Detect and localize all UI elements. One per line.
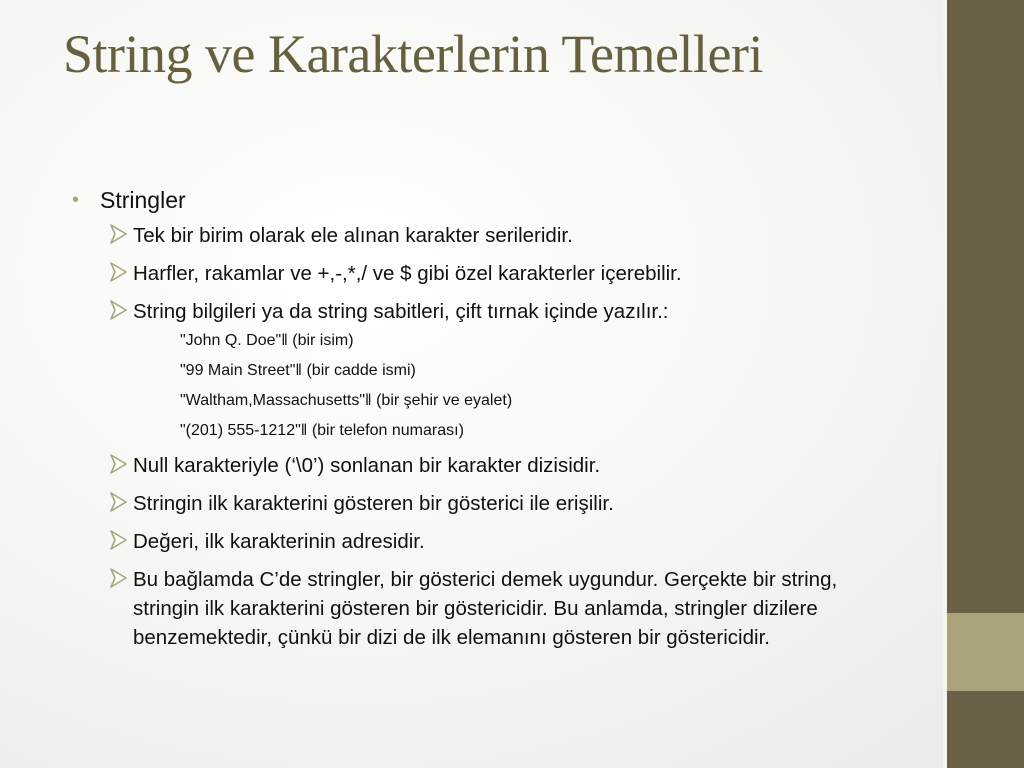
- list-item: [72, 221, 902, 250]
- arrow-bullet-icon: [109, 260, 129, 284]
- bullet-stringler: [72, 183, 902, 217]
- bullet-label: Stringler: [100, 187, 186, 213]
- example-item: "(201) 555-1212"‖ (bir telefon numarası): [180, 422, 464, 439]
- list-item-text: Tek bir birim olarak ele alınan karakter serileridir.: [133, 224, 573, 247]
- list-item: [72, 259, 902, 288]
- list-item: [72, 489, 902, 518]
- list-item-text: Stringin ilk karakterini gösteren bir gösterici ile erişilir.: [133, 492, 614, 515]
- list-item: [72, 565, 902, 652]
- arrow-bullet-icon: [109, 452, 129, 476]
- list-item: [72, 297, 902, 326]
- bullet-dot-icon: •: [72, 189, 80, 211]
- list-item-text: String bilgileri ya da string sabitleri, çift tırnak içinde yazılır.:: [133, 300, 669, 323]
- arrow-bullet-icon: [109, 222, 129, 246]
- arrow-bullet-icon: [109, 298, 129, 322]
- sidebar-accent-block: [947, 613, 1024, 691]
- arrow-bullet-icon: [109, 490, 129, 514]
- list-item-text: Null karakteriyle (‘\0’) sonlanan bir karakter dizisidir.: [133, 454, 601, 477]
- list-item-text: Bu bağlamda C’de stringler, bir gösterici demek uygundur. Gerçekte bir string, stringin ilk karakterini gösteren bir göstericidir. Bu anlamda, stringler dizilere benzemektedir, çünkü bir dizi de ilk elemanını gösteren bir göstericidir.: [133, 568, 838, 649]
- arrow-bullet-icon: [109, 566, 129, 590]
- list-item-text: Değeri, ilk karakterinin adresidir.: [133, 530, 425, 553]
- example-list: [72, 331, 902, 441]
- example-item: "John Q. Doe"‖ (bir isim): [180, 332, 354, 349]
- example-item: "Waltham,Massachusetts"‖ (bir şehir ve eyalet): [180, 392, 513, 409]
- example-item: "99 Main Street"‖ (bir cadde ismi): [180, 362, 416, 379]
- list-item-text: Harfler, rakamlar ve +,-,*,/ ve $ gibi özel karakterler içerebilir.: [133, 262, 682, 285]
- slide-content: [72, 183, 902, 661]
- list-item: [72, 527, 902, 556]
- arrow-bullet-icon: [109, 528, 129, 552]
- list-item: [72, 451, 902, 480]
- slide-title: String ve Karakterlerin Temelleri: [63, 24, 763, 84]
